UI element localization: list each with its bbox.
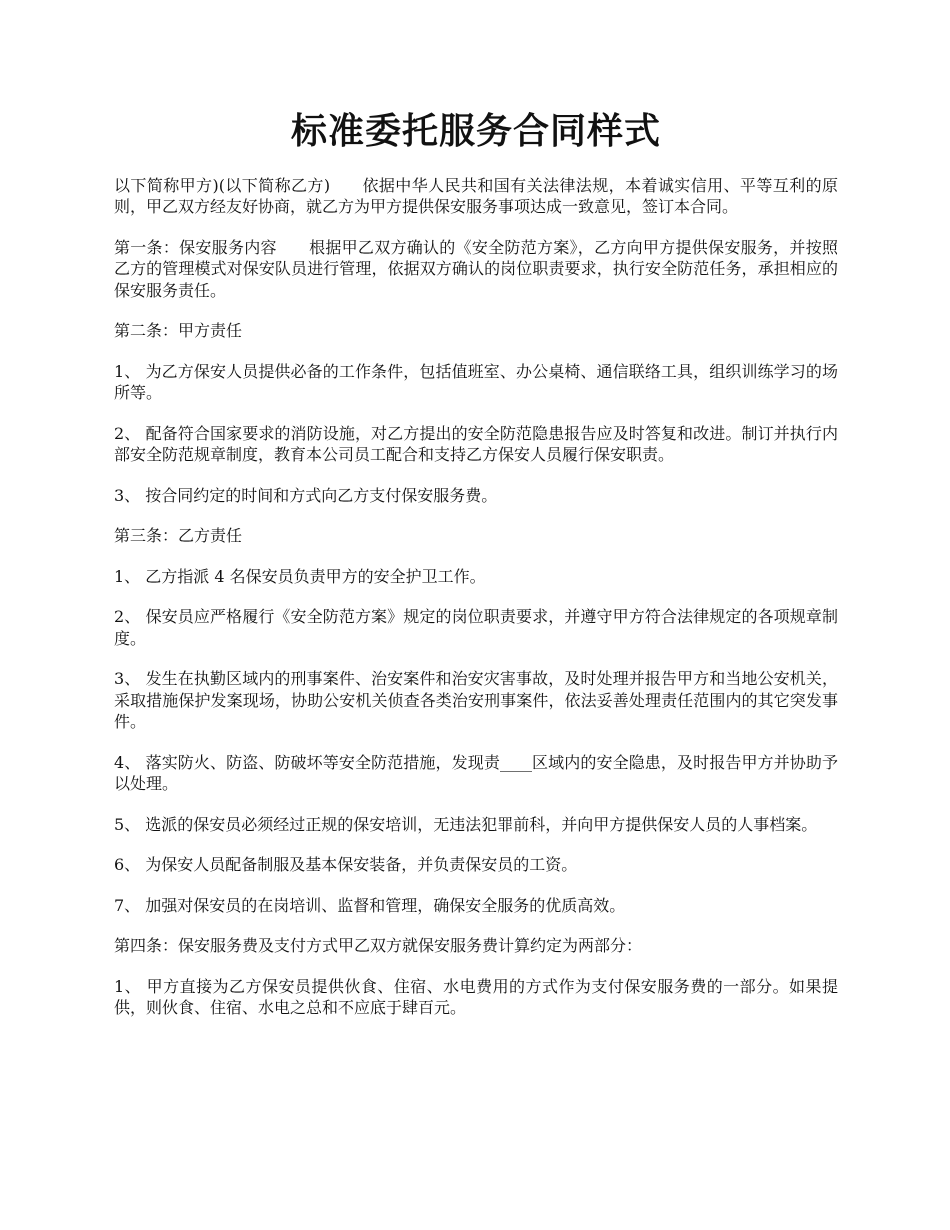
article3-item-2: 2、 保安员应严格履行《安全防范方案》规定的岗位职责要求，并遵守甲方符合法律规定的各项规章制度。 (114, 607, 838, 648)
intro-paragraph (114, 175, 838, 218)
article2-item-2: 2、 配备符合国家要求的消防设施，对乙方提出的安全防范隐患报告应及时答复和改进。制订并执行内部安全防范规章制度，教育本公司员工配合和支持乙方保安人员履行保安职责。 (114, 423, 838, 465)
document-title: 标准委托服务合同样式 (290, 110, 661, 152)
article3-item-3: 3、 发生在执勤区域内的刑事案件、治安案件和治安灾害事故，及时处理并报告甲方和当地公安机关，采取措施保护发案现场，协助公安机关侦查各类治安刑事案件，依法妥善处理责任范围内的其它突发事件。 (114, 669, 838, 732)
article3-heading: 第三条：乙方责任 (114, 526, 243, 546)
article4-item-1: 1、 甲方直接为乙方保安员提供伙食、住宿、水电费用的方式作为支付保安服务费的一部分。如果提供，则伙食、住宿、水电之总和不应底于肆百元。 (114, 976, 838, 1018)
article2-item-1: 1、 为乙方保安人员提供必备的工作条件，包括值班室、办公桌椅、通信联络工具，组织训练学习的场所等。 (114, 361, 838, 403)
article2-item-3: 3、 按合同约定的时间和方式向乙方支付保安服务费。 (114, 485, 498, 505)
article3-item-5: 5、 选派的保安员必须经过正规的保安培训，无违法犯罪前科，并向甲方提供保安人员的人事档案。 (114, 814, 818, 834)
article3-item-6: 6、 为保安人员配备制服及基本保安装备，并负责保安员的工资。 (114, 855, 578, 875)
article3-item-1: 1、 乙方指派 4 名保安员负责甲方的安全护卫工作。 (114, 566, 486, 586)
article1-paragraph (114, 237, 838, 302)
article4-heading: 第四条：保安服务费及支付方式甲乙双方就保安服务费计算约定为两部分： (114, 936, 643, 956)
article3-item-4: 4、 落实防火、防盗、防破坏等安全防范措施，发现责____区域内的安全隐患，及时报告甲方并协助予以处理。 (114, 752, 838, 794)
article3-item-7: 7、 加强对保安员的在岗培训、监督和管理，确保安全服务的优质高效。 (114, 895, 626, 915)
article1-body: 根据甲乙双方确认的《安全防范方案》，乙方向甲方提供保安服务，并按照乙方的管理模式对保安队员进行管理，依据双方确认的岗位职责要求，执行安全防范任务，承担相应的保安服务责任。 (114, 237, 838, 300)
intro-body: 依据中华人民共和国有关法律法规，本着诚实信用、平等互利的原则，甲乙双方经友好协商，就乙方为甲方提供保安服务事项达成一致意见，签订本合同。 (114, 175, 838, 217)
intro-lead: 以下简称甲方)(以下简称乙方) (114, 175, 331, 195)
article2-heading: 第二条：甲方责任 (114, 321, 243, 341)
article1-heading: 第一条：保安服务内容 (114, 237, 277, 257)
